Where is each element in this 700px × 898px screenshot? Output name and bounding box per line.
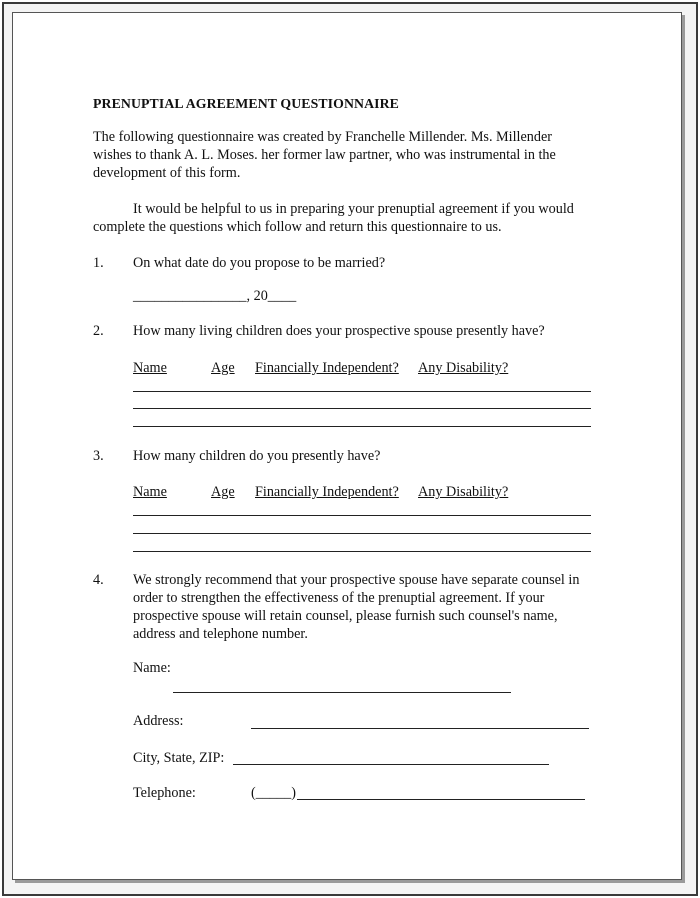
q2-col-name: Name: [133, 360, 167, 376]
q4-text-line-3: prospective spouse will retain counsel, please furnish such counsel's name,: [133, 608, 558, 624]
para2-line-1: It would be helpful to us in preparing your prenuptial agreement if you would: [133, 201, 574, 217]
q4-text-line-1: We strongly recommend that your prospective spouse have separate counsel in: [133, 572, 580, 588]
q3-answer-line[interactable]: [133, 551, 591, 552]
q2-number: 2.: [93, 323, 104, 339]
counsel-area-code-field[interactable]: (_____): [251, 785, 296, 801]
counsel-city-field[interactable]: [233, 764, 549, 765]
q3-col-name: Name: [133, 484, 167, 500]
q3-number: 3.: [93, 448, 104, 464]
counsel-city-label: City, State, ZIP:: [133, 750, 225, 766]
intro-line-2: wishes to thank A. L. Moses. her former law partner, who was instrumental in the: [93, 147, 556, 163]
q4-number: 4.: [93, 572, 104, 588]
counsel-name-field[interactable]: [173, 692, 511, 693]
q3-answer-line[interactable]: [133, 533, 591, 534]
q3-col-age: Age: [211, 484, 235, 500]
q1-text: On what date do you propose to be married?: [133, 255, 386, 271]
q1-date-blank[interactable]: ________________, 20____: [133, 288, 297, 304]
q3-text: How many children do you presently have?: [133, 448, 381, 464]
intro-line-3: development of this form.: [93, 165, 241, 181]
q3-col-disability: Any Disability?: [418, 484, 509, 500]
q3-answer-line[interactable]: [133, 515, 591, 516]
q2-answer-line[interactable]: [133, 426, 591, 427]
document-title: PRENUPTIAL AGREEMENT QUESTIONNAIRE: [93, 96, 399, 111]
counsel-telephone-field[interactable]: [297, 799, 585, 800]
q2-col-financial: Financially Independent?: [255, 360, 399, 376]
q2-text: How many living children does your prospective spouse presently have?: [133, 323, 545, 339]
counsel-telephone-label: Telephone:: [133, 785, 196, 801]
counsel-name-label: Name:: [133, 660, 171, 676]
counsel-address-label: Address:: [133, 713, 184, 729]
q4-text-line-2: order to strengthen the effectiveness of the prenuptial agreement. If your: [133, 590, 545, 606]
counsel-address-field[interactable]: [251, 728, 589, 729]
q2-answer-line[interactable]: [133, 391, 591, 392]
q2-col-age: Age: [211, 360, 235, 376]
q4-text-line-4: address and telephone number.: [133, 626, 308, 642]
q2-col-disability: Any Disability?: [418, 360, 509, 376]
intro-line-1: The following questionnaire was created by Franchelle Millender. Ms. Millender: [93, 129, 552, 145]
para2-line-2: complete the questions which follow and return this questionnaire to us.: [93, 219, 502, 235]
q1-number: 1.: [93, 255, 104, 271]
q2-answer-line[interactable]: [133, 408, 591, 409]
q3-col-financial: Financially Independent?: [255, 484, 399, 500]
